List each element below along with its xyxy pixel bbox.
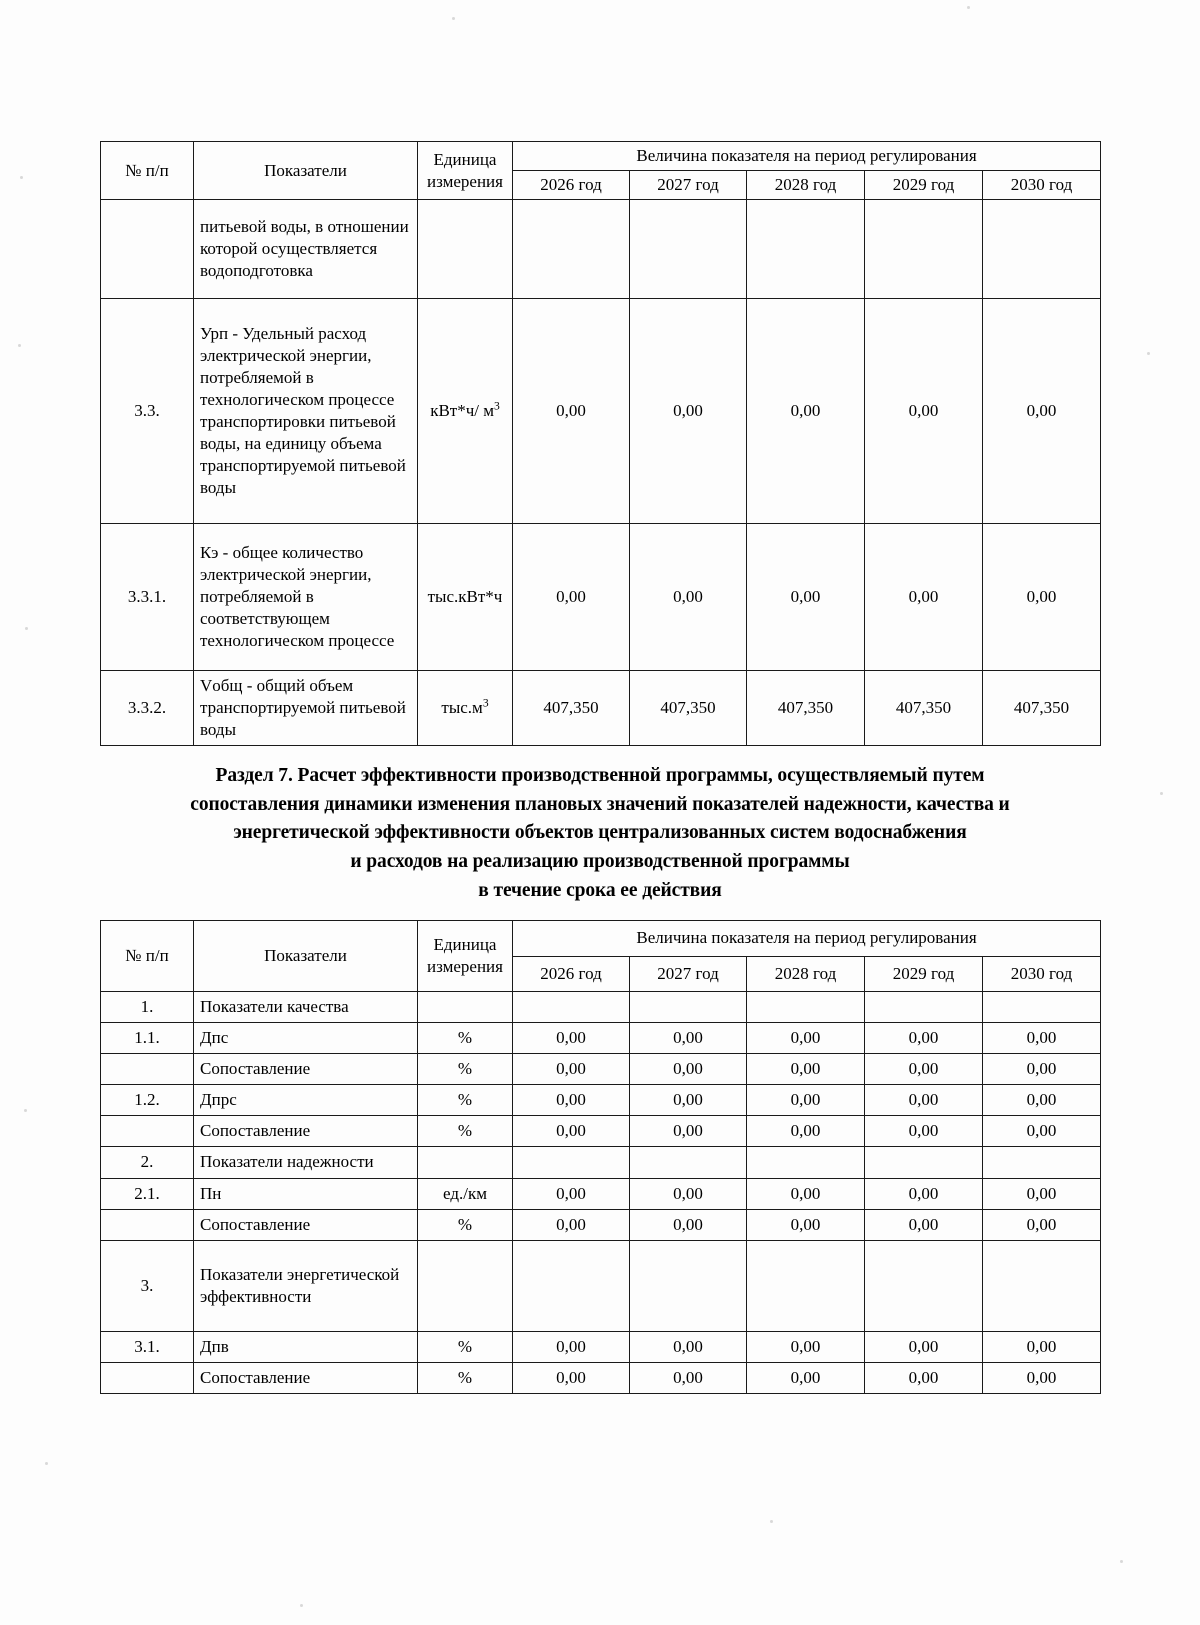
row-value-2028: 0,00 — [747, 524, 865, 671]
row-unit: % — [418, 1209, 513, 1240]
col-header-number: № п/п — [101, 142, 194, 200]
section-heading-line-5: в течение срока ее действия — [478, 879, 722, 901]
row-indicator-label: Пн — [194, 1178, 418, 1209]
row-value-2029: 0,00 — [865, 1054, 983, 1085]
row-value-2029: 0,00 — [865, 1085, 983, 1116]
row-unit: ед./км — [418, 1178, 513, 1209]
row-unit — [418, 671, 513, 746]
table-row — [101, 1209, 1101, 1240]
row-value-2029: 0,00 — [865, 299, 983, 524]
col-header-unit — [418, 142, 513, 200]
row-unit: % — [418, 1023, 513, 1054]
table-row — [101, 671, 1101, 746]
row-value-2026: 0,00 — [513, 1023, 630, 1054]
row-number — [101, 1209, 194, 1240]
row-number: 3.3.1. — [101, 524, 194, 671]
col-header-year-2028: 2028 год — [747, 171, 865, 200]
section-heading — [100, 762, 1100, 905]
row-value-2029: 0,00 — [865, 1116, 983, 1147]
row-value-2030: 0,00 — [983, 1054, 1101, 1085]
row-value-2027: 407,350 — [630, 671, 747, 746]
row-number: 1.1. — [101, 1023, 194, 1054]
col-header-year-2030: 2030 год — [983, 171, 1101, 200]
row-value-2027: 0,00 — [630, 1085, 747, 1116]
table-bottom-header-row-1 — [101, 921, 1101, 957]
row-value-2028: 0,00 — [747, 1209, 865, 1240]
row-value-2030: 0,00 — [983, 1331, 1101, 1362]
row-unit — [418, 1147, 513, 1178]
table-bottom-body — [101, 992, 1101, 1394]
row-value-2030 — [983, 200, 1101, 299]
row-value-2028: 0,00 — [747, 1116, 865, 1147]
col-header-year-2029: 2029 год — [865, 171, 983, 200]
row-value-2027: 0,00 — [630, 1054, 747, 1085]
col-header-unit-line2: измерения — [427, 171, 503, 191]
row-number: 3.1. — [101, 1331, 194, 1362]
row-indicator-label: Показатели качества — [194, 992, 418, 1023]
row-value-2030: 0,00 — [983, 524, 1101, 671]
table-row — [101, 1147, 1101, 1178]
table-top-body — [101, 200, 1101, 746]
row-value-2029: 407,350 — [865, 671, 983, 746]
row-number — [101, 1116, 194, 1147]
col-header-unit — [418, 921, 513, 992]
col-header-unit-line1: Единица — [433, 149, 497, 169]
row-indicator-label: питьевой воды, в отношении которой осуществляется водоподготовка — [194, 200, 418, 299]
col-header-year-2026: 2026 год — [513, 956, 630, 992]
row-value-2029 — [865, 1240, 983, 1331]
col-header-period-group: Величина показателя на период регулирования — [513, 142, 1101, 171]
row-value-2026: 0,00 — [513, 299, 630, 524]
row-indicator-label: Сопоставление — [194, 1116, 418, 1147]
row-value-2026: 0,00 — [513, 1085, 630, 1116]
col-header-year-2026: 2026 год — [513, 171, 630, 200]
row-unit-base: тыс.м — [441, 698, 483, 718]
table-row — [101, 992, 1101, 1023]
row-unit: % — [418, 1054, 513, 1085]
row-indicator-label: Vобщ - общий объем транспортируемой питьевой воды — [194, 671, 418, 746]
row-indicator-label: Дпс — [194, 1023, 418, 1054]
row-unit — [418, 299, 513, 524]
col-header-unit-line1: Единица — [433, 934, 497, 954]
row-value-2026 — [513, 200, 630, 299]
row-value-2027 — [630, 200, 747, 299]
row-value-2030 — [983, 1147, 1101, 1178]
row-value-2030: 0,00 — [983, 1085, 1101, 1116]
row-value-2027: 0,00 — [630, 1209, 747, 1240]
row-value-2030: 0,00 — [983, 1116, 1101, 1147]
col-header-indicator: Показатели — [194, 142, 418, 200]
section-heading-line-2: сопоставления динамики изменения плановых значений показателей надежности, качества и — [190, 793, 1010, 815]
indicators-table-top — [100, 141, 1101, 746]
row-number: 3.3. — [101, 299, 194, 524]
col-header-year-2028: 2028 год — [747, 956, 865, 992]
row-value-2030 — [983, 992, 1101, 1023]
row-value-2026: 0,00 — [513, 1331, 630, 1362]
col-header-indicator: Показатели — [194, 921, 418, 992]
section-heading-line-3: энергетической эффективности объектов централизованных систем водоснабжения — [233, 822, 967, 844]
table-row — [101, 1023, 1101, 1054]
row-value-2027: 0,00 — [630, 1023, 747, 1054]
section-heading-line-4: и расходов на реализацию производственной программы — [350, 850, 850, 872]
row-indicator-label: Показатели надежности — [194, 1147, 418, 1178]
row-value-2026 — [513, 1240, 630, 1331]
row-value-2028: 407,350 — [747, 671, 865, 746]
row-value-2027: 0,00 — [630, 1178, 747, 1209]
row-unit-exponent: 3 — [482, 696, 489, 710]
row-indicator-label: Сопоставление — [194, 1209, 418, 1240]
row-value-2026 — [513, 1147, 630, 1178]
col-header-period-group: Величина показателя на период регулирования — [513, 921, 1101, 957]
table-row — [101, 299, 1101, 524]
row-indicator-label: Сопоставление — [194, 1362, 418, 1393]
row-value-2027: 0,00 — [630, 1331, 747, 1362]
col-header-unit-line2: измерения — [427, 957, 503, 976]
row-value-2029: 0,00 — [865, 524, 983, 671]
row-unit-base: кВт*ч/ м — [430, 401, 495, 421]
table-row — [101, 1054, 1101, 1085]
row-number — [101, 1054, 194, 1085]
row-unit: % — [418, 1085, 513, 1116]
col-header-year-2030: 2030 год — [983, 956, 1101, 992]
row-value-2028 — [747, 200, 865, 299]
section-heading-line-1: Раздел 7. Расчет эффективности производственной программы, осуществляемый путем — [215, 765, 985, 786]
row-value-2027 — [630, 1147, 747, 1178]
row-unit-base: тыс.кВт*ч — [427, 587, 503, 607]
row-value-2028: 0,00 — [747, 299, 865, 524]
row-indicator-label: Кэ - общее количество электрической энергии, потребляемой в соответствующем технологическом процессе — [194, 524, 418, 671]
row-value-2028: 0,00 — [747, 1178, 865, 1209]
row-value-2027: 0,00 — [630, 524, 747, 671]
row-value-2028: 0,00 — [747, 1054, 865, 1085]
table-row — [101, 524, 1101, 671]
row-indicator-label: Сопоставление — [194, 1054, 418, 1085]
row-value-2027: 0,00 — [630, 1116, 747, 1147]
row-value-2028: 0,00 — [747, 1023, 865, 1054]
row-value-2030: 0,00 — [983, 1023, 1101, 1054]
row-value-2027 — [630, 992, 747, 1023]
row-indicator-label: Дпрс — [194, 1085, 418, 1116]
row-value-2026: 0,00 — [513, 524, 630, 671]
row-value-2029: 0,00 — [865, 1178, 983, 1209]
row-number — [101, 200, 194, 299]
table-row — [101, 1178, 1101, 1209]
row-indicator-label: Показатели энергетической эффективности — [194, 1240, 418, 1331]
row-number: 2.1. — [101, 1178, 194, 1209]
row-number: 3.3.2. — [101, 671, 194, 746]
row-unit: % — [418, 1331, 513, 1362]
efficiency-table-bottom — [100, 920, 1101, 1394]
row-value-2027: 0,00 — [630, 299, 747, 524]
row-value-2026: 0,00 — [513, 1054, 630, 1085]
row-value-2030: 0,00 — [983, 299, 1101, 524]
table-row — [101, 200, 1101, 299]
row-value-2026: 0,00 — [513, 1362, 630, 1393]
row-indicator-label: Урп - Удельный расход электрической энергии, потребляемой в технологическом процессе транспортировки питьевой воды, на единицу объема транспортируемой питьевой воды — [194, 299, 418, 524]
row-unit — [418, 1240, 513, 1331]
row-value-2026: 0,00 — [513, 1209, 630, 1240]
row-value-2030: 0,00 — [983, 1209, 1101, 1240]
row-value-2028 — [747, 992, 865, 1023]
row-value-2030 — [983, 1240, 1101, 1331]
row-number: 1.2. — [101, 1085, 194, 1116]
row-value-2026: 0,00 — [513, 1116, 630, 1147]
table-row — [101, 1240, 1101, 1331]
table-row — [101, 1085, 1101, 1116]
row-unit — [418, 200, 513, 299]
row-value-2029: 0,00 — [865, 1023, 983, 1054]
row-value-2026: 407,350 — [513, 671, 630, 746]
row-value-2028 — [747, 1240, 865, 1331]
row-value-2028: 0,00 — [747, 1362, 865, 1393]
row-value-2030: 0,00 — [983, 1178, 1101, 1209]
row-value-2030: 407,350 — [983, 671, 1101, 746]
row-value-2026 — [513, 992, 630, 1023]
col-header-year-2027: 2027 год — [630, 956, 747, 992]
row-unit — [418, 992, 513, 1023]
row-value-2030: 0,00 — [983, 1362, 1101, 1393]
row-unit — [418, 524, 513, 671]
row-value-2028: 0,00 — [747, 1085, 865, 1116]
table-row — [101, 1362, 1101, 1393]
col-header-year-2027: 2027 год — [630, 171, 747, 200]
row-unit-exponent: 3 — [494, 399, 500, 413]
row-value-2029 — [865, 1147, 983, 1178]
table-row — [101, 1331, 1101, 1362]
row-value-2029: 0,00 — [865, 1362, 983, 1393]
row-unit: % — [418, 1362, 513, 1393]
row-number: 3. — [101, 1240, 194, 1331]
col-header-number: № п/п — [101, 921, 194, 992]
row-value-2029 — [865, 992, 983, 1023]
row-indicator-label: Дпв — [194, 1331, 418, 1362]
col-header-year-2029: 2029 год — [865, 956, 983, 992]
row-value-2027 — [630, 1240, 747, 1331]
row-number: 2. — [101, 1147, 194, 1178]
row-value-2029 — [865, 200, 983, 299]
row-number: 1. — [101, 992, 194, 1023]
table-row — [101, 1116, 1101, 1147]
table-top-header-row-1 — [101, 142, 1101, 171]
row-value-2027: 0,00 — [630, 1362, 747, 1393]
row-unit: % — [418, 1116, 513, 1147]
row-value-2029: 0,00 — [865, 1209, 983, 1240]
row-value-2028: 0,00 — [747, 1331, 865, 1362]
row-value-2028 — [747, 1147, 865, 1178]
row-value-2029: 0,00 — [865, 1331, 983, 1362]
row-number — [101, 1362, 194, 1393]
row-value-2026: 0,00 — [513, 1178, 630, 1209]
